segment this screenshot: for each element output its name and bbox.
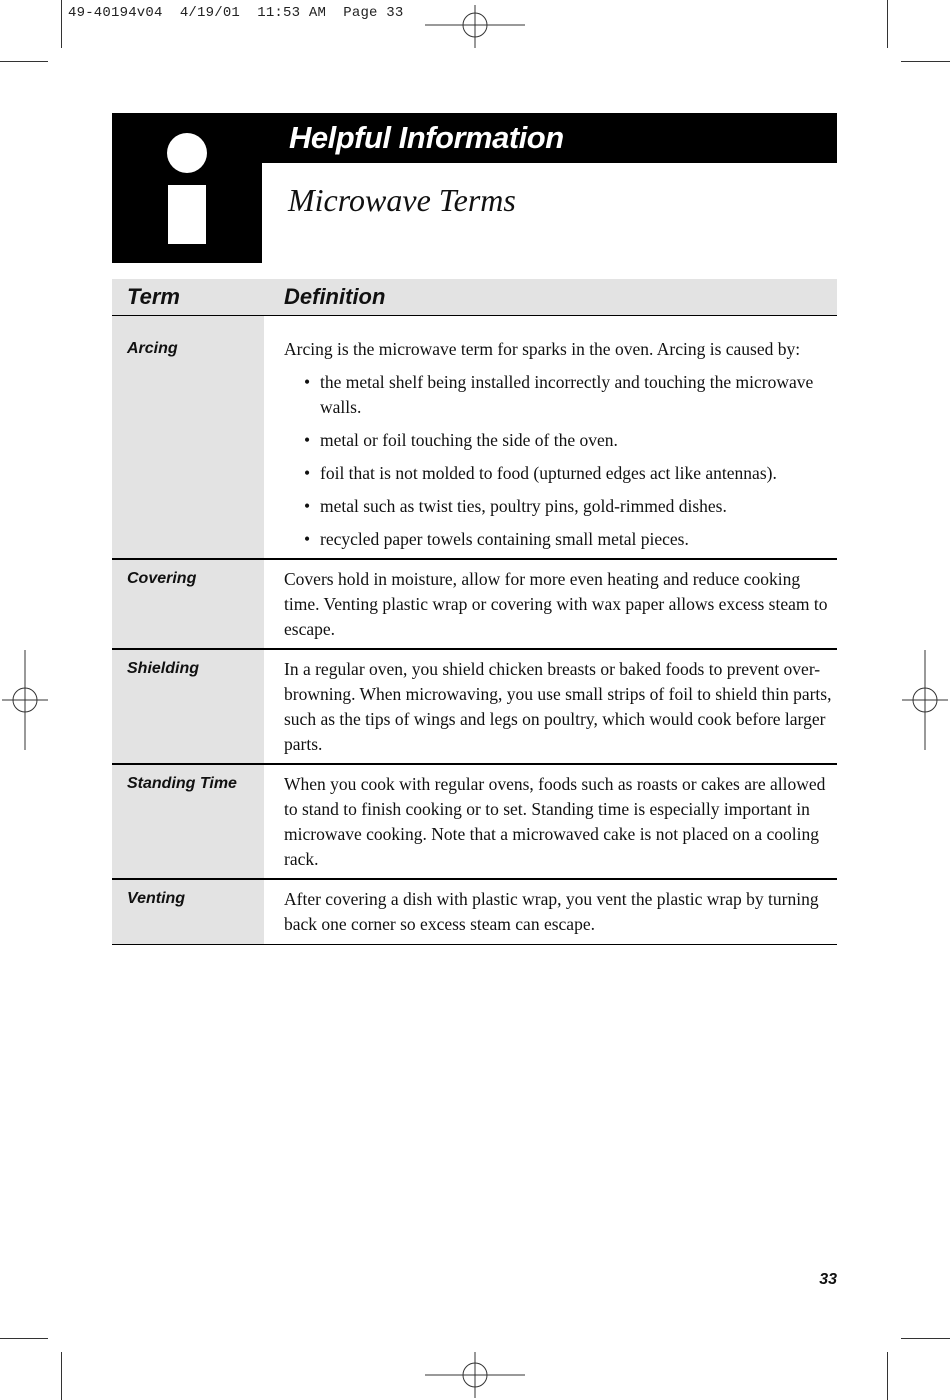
list-item: • foil that is not molded to food (upturned edges act like antennas). — [284, 461, 837, 486]
definition-cell: After covering a dish with plastic wrap, you vent the plastic wrap by turning back one corner so excess steam can escape. — [284, 889, 819, 934]
section-title: Helpful Information — [262, 113, 837, 163]
list-item: • recycled paper towels containing small metal pieces. — [284, 527, 837, 552]
table-header-row — [112, 279, 837, 316]
info-icon-stem — [168, 185, 206, 244]
list-item: • metal such as twist ties, poultry pins, gold-rimmed dishes. — [284, 494, 837, 519]
table-row — [112, 764, 837, 879]
info-icon-dot — [167, 133, 207, 173]
terms-table — [112, 279, 837, 945]
table-row — [112, 649, 837, 764]
column-header-definition: Definition — [264, 279, 837, 316]
cause-list — [284, 370, 837, 552]
table-row — [112, 559, 837, 649]
term-cell: Standing Time — [112, 764, 264, 879]
term-cell: Shielding — [112, 649, 264, 764]
page-subtitle: Microwave Terms — [288, 182, 516, 218]
print-slug: 49-40194v04 4/19/01 11:53 AM Page 33 — [68, 5, 404, 21]
registration-mark-right — [900, 650, 950, 750]
registration-mark-bottom — [425, 1350, 525, 1400]
term-cell: Venting — [112, 879, 264, 945]
registration-mark-left — [0, 650, 50, 750]
table-row — [112, 879, 837, 945]
table-row — [112, 316, 837, 560]
definition-intro: Arcing is the microwave term for sparks in the oven. Arcing is caused by: — [284, 339, 801, 359]
info-icon — [112, 113, 262, 263]
definition-cell: In a regular oven, you shield chicken breasts or baked foods to prevent over-browning. When microwaving, you use small strips of foil to shield thin parts, such as the tips of wings and legs on poultry, which would cook before larger parts. — [284, 659, 832, 754]
page-number: 33 — [819, 1271, 837, 1288]
term-cell: Covering — [112, 559, 264, 649]
column-header-term: Term — [112, 279, 264, 316]
registration-mark-top — [425, 0, 525, 50]
definition-cell: When you cook with regular ovens, foods such as roasts or cakes are allowed to stand to finish cooking or to set. Standing time is especially important in microwave cooking. Note that a microwaved cake is not placed on a cooling rack. — [284, 774, 826, 869]
term-cell: Arcing — [112, 316, 264, 560]
list-item: • metal or foil touching the side of the oven. — [284, 428, 837, 453]
definition-cell — [264, 316, 837, 560]
list-item: • the metal shelf being installed incorrectly and touching the microwave walls. — [284, 370, 837, 420]
definition-cell: Covers hold in moisture, allow for more even heating and reduce cooking time. Venting plastic wrap or covering with wax paper allows excess steam to escape. — [284, 569, 828, 639]
